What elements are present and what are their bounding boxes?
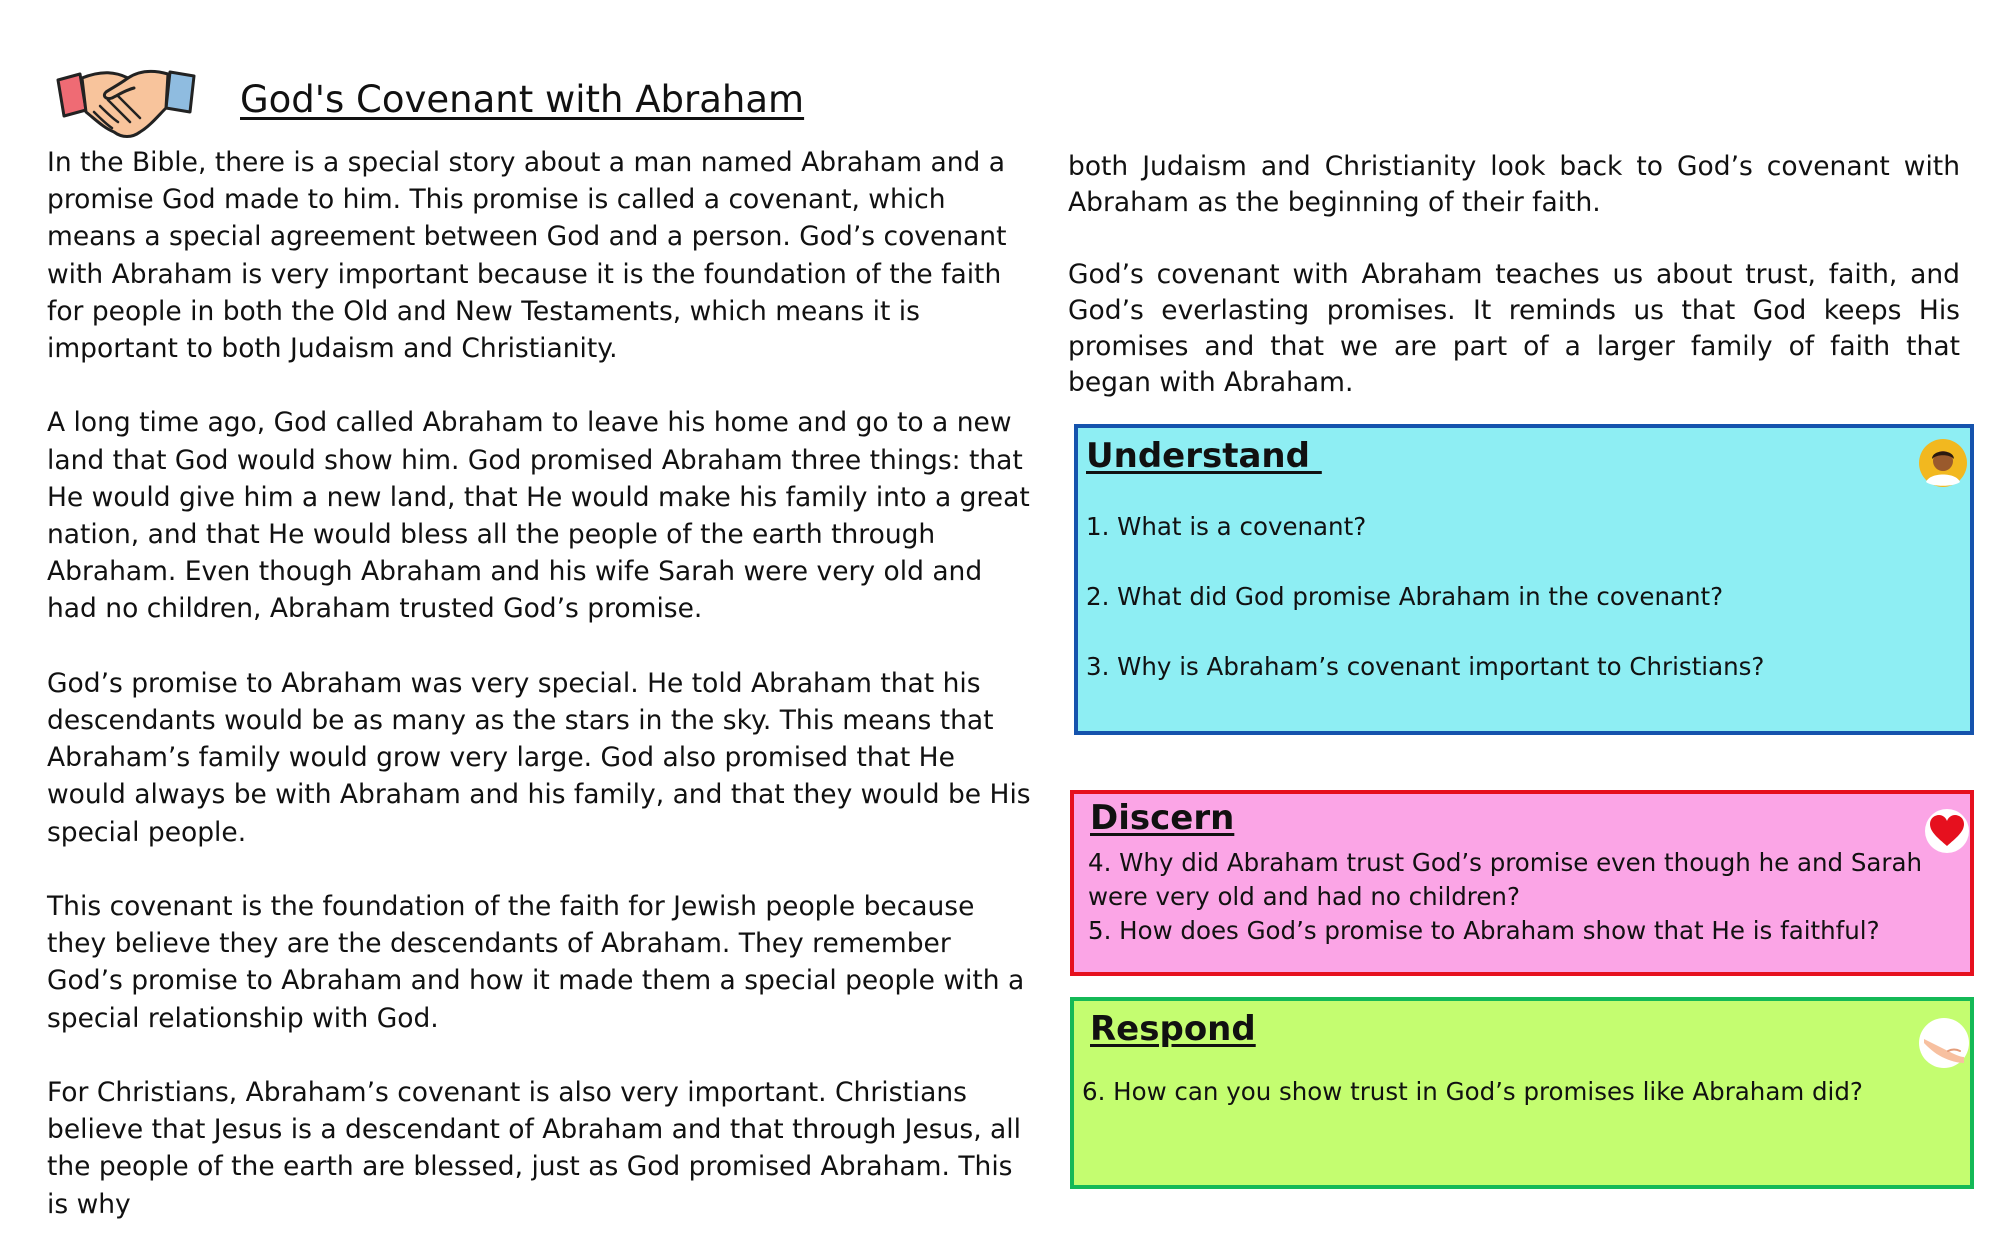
respond-box <box>1070 997 1974 1189</box>
person-avatar-icon <box>1918 438 1968 488</box>
right-column-text <box>1068 149 1960 437</box>
understand-question-3: 3. Why is Abraham’s covenant important to Christians? <box>1086 652 1765 681</box>
understand-question-1: 1. What is a covenant? <box>1086 512 1367 541</box>
handshake-icon <box>54 66 200 142</box>
paragraph: A long time ago, God called Abraham to leave his home and go to a new land that God would show him. God promised Abraham three things: that He would give him a new land, that He would make his family into a great nation, and that He would bless all the people of the earth through Abraham. Even though Abraham and his wife Sarah were very old and had no children, Abraham trusted God’s promise. <box>47 407 1030 625</box>
left-column-text <box>47 144 1032 1250</box>
understand-heading: Understand <box>1086 436 1322 476</box>
paragraph: For Christians, Abraham’s covenant is also very important. Christians believe that Jesus is a descendant of Abraham and that through Jesus, all the people of the earth are blessed, just as God promised Abraham. This is why <box>47 1077 1022 1220</box>
discern-question-4: 4. Why did Abraham trust God’s promise even though he and Sarah were very old and had no children? <box>1088 848 1923 911</box>
understand-question-2: 2. What did God promise Abraham in the covenant? <box>1086 582 1724 611</box>
respond-question-6: 6. How can you show trust in God’s promises like Abraham did? <box>1082 1077 1863 1106</box>
discern-question-5: 5. How does God’s promise to Abraham show that He is faithful? <box>1088 916 1880 945</box>
paragraph: In the Bible, there is a special story about a man named Abraham and a promise God made to him. This promise is called a covenant, which means a special agreement between God and a person. God’s covenant with Abraham is very important because it is the foundation of the faith for people in both the Old and New Testaments, which means it is important to both Judaism and Christianity. <box>47 147 1007 365</box>
discern-heading: Discern <box>1090 798 1235 838</box>
page-title: God's Covenant with Abraham <box>240 78 805 121</box>
open-hand-icon <box>1918 1017 1970 1069</box>
paragraph: both Judaism and Christianity look back to God’s covenant with Abraham as the beginning of their faith. <box>1068 151 1960 218</box>
paragraph: God’s covenant with Abraham teaches us about trust, faith, and God’s everlasting promises. It reminds us that God keeps His promises and that we are part of a larger family of faith that began with Abraham. <box>1068 259 1960 398</box>
respond-heading: Respond <box>1090 1009 1256 1049</box>
understand-box <box>1074 424 1974 735</box>
paragraph: This covenant is the foundation of the faith for Jewish people because they believe they are the descendants of Abraham. They remember God’s promise to Abraham and how it made them a special people with a special relationship with God. <box>47 891 1025 1034</box>
discern-box <box>1070 790 1974 976</box>
paragraph: God’s promise to Abraham was very special. He told Abraham that his descendants would be as many as the stars in the sky. This means that Abraham’s family would grow very large. God also promised that He would always be with Abraham and his family, and that they would be His special people. <box>47 667 1031 848</box>
